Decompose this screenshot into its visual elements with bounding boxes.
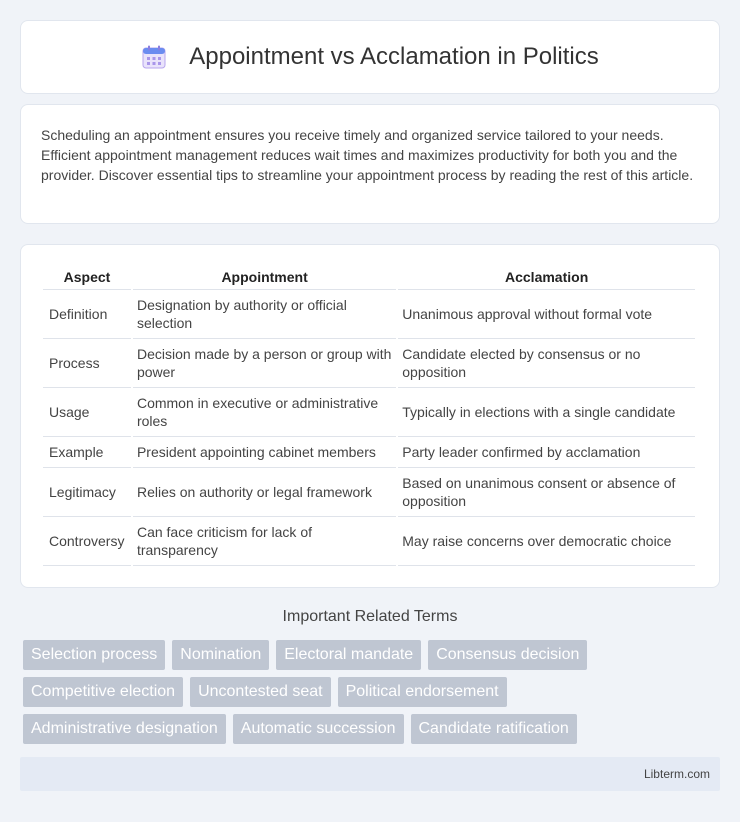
table-row [43,437,695,468]
table-row [43,517,695,566]
footer-site-link[interactable]: Libterm.com [643,767,710,781]
tag-row [23,640,723,670]
table-cell-appointment: Can face criticism for lack of transparency [133,517,396,566]
tag-consensus-decision[interactable]: Consensus decision [428,640,587,670]
table-cell-aspect: Process [43,339,131,388]
header [141,43,599,71]
column-header-appointment: Appointment [133,265,396,290]
table-cell-acclamation: Candidate elected by consensus or no opposition [398,339,695,388]
comparison-table [41,265,697,566]
footer [20,757,720,791]
header-card [20,20,720,94]
table-row [43,339,695,388]
table-cell-acclamation: Based on unanimous consent or absence of opposition [398,468,695,517]
table-cell-appointment: Designation by authority or official selection [133,290,396,339]
tag-political-endorsement[interactable]: Political endorsement [338,677,507,707]
tag-nomination[interactable]: Nomination [172,640,269,670]
tag-administrative-designation[interactable]: Administrative designation [23,714,226,744]
table-cell-aspect: Definition [43,290,131,339]
table-cell-acclamation: Unanimous approval without formal vote [398,290,695,339]
table-cell-aspect: Example [43,437,131,468]
column-header-aspect: Aspect [43,265,131,290]
tag-uncontested-seat[interactable]: Uncontested seat [190,677,331,707]
tag-automatic-succession[interactable]: Automatic succession [233,714,404,744]
column-header-acclamation: Acclamation [398,265,695,290]
intro-card [20,104,720,224]
tag-electoral-mandate[interactable]: Electoral mandate [276,640,421,670]
page-title: Appointment vs Acclamation in Politics [189,43,599,70]
table-cell-aspect: Legitimacy [43,468,131,517]
comparison-card [20,244,720,588]
table-cell-appointment: Decision made by a person or group with power [133,339,396,388]
table-cell-acclamation: Party leader confirmed by acclamation [398,437,695,468]
related-terms-title: Important Related Terms [282,608,458,625]
table-row [43,290,695,339]
table-cell-appointment: Common in executive or administrative roles [133,388,396,437]
tag-row [23,714,723,744]
table-cell-appointment: President appointing cabinet members [133,437,396,468]
calendar-icon [141,44,167,70]
tag-competitive-election[interactable]: Competitive election [23,677,183,707]
table-cell-aspect: Controversy [43,517,131,566]
table-row [43,468,695,517]
table-cell-acclamation: Typically in elections with a single candidate [398,388,695,437]
intro-text: Scheduling an appointment ensures you receive timely and organized service tailored to your needs. Efficient appointment management reduces wait times and maximizes productivity for both you and the provider. Discover essential tips to streamline your appointment process by reading the rest of this article. [41,127,694,183]
table-header-row [43,265,695,290]
table-cell-aspect: Usage [43,388,131,437]
table-cell-acclamation: May raise concerns over democratic choice [398,517,695,566]
related-terms-tags [23,640,723,751]
table-cell-appointment: Relies on authority or legal framework [133,468,396,517]
tag-row [23,677,723,707]
table-row [43,388,695,437]
tag-candidate-ratification[interactable]: Candidate ratification [411,714,577,744]
tag-selection-process[interactable]: Selection process [23,640,165,670]
